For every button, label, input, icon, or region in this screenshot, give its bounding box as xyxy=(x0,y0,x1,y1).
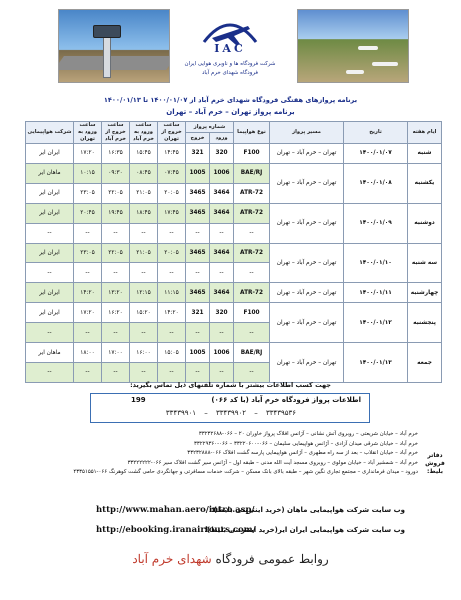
iranair-website-label: وب سایت شرکت هواپیمایی ایران ایر(خرید اینترنتی بلیط): xyxy=(204,526,405,534)
header-dep-kha: ساعت خروج از خرم آباد xyxy=(102,122,130,144)
table-row: ATR-72 3464 3465 ۲۰:۰۵ ۲۱:۰۵ ۲۲:۰۵ ۲۳:۰۵ ایران ایر xyxy=(26,183,442,203)
phone-info-box xyxy=(90,393,370,423)
table-row: -- -- -- -- -- -- -- -- xyxy=(26,362,442,382)
flight-schedule-table xyxy=(25,121,442,383)
mahan-website-row xyxy=(0,502,461,522)
ticket-offices-label: دفاتر فروش بلیط: xyxy=(425,452,445,475)
route-title: برنامه پرواز تهران – خرم آباد – تهران xyxy=(166,108,295,116)
ticket-office-list xyxy=(40,430,418,478)
header-aircraft: نوع هواپیما xyxy=(234,122,270,144)
header-flight-in: ورود xyxy=(210,133,234,144)
table-row: -- -- -- -- -- -- -- -- xyxy=(26,263,442,283)
iranair-website-link[interactable]: http://ebooking.iranairtours.com/ xyxy=(96,525,256,535)
header-day: ایام هفته xyxy=(408,122,442,144)
iac-logo xyxy=(184,8,276,90)
table-row: -- -- -- -- -- -- -- -- xyxy=(26,223,442,243)
table-row: شنبه ۱۴۰۰/۰۱/۰۷ تهران – خرم آباد – تهران F100 320 321 ۱۴:۴۵ ۱۵:۴۵ ۱۶:۳۵ ۱۷:۲۰ ایران ایر xyxy=(26,144,442,164)
table-row: -- -- -- -- -- -- -- -- xyxy=(26,323,442,343)
header-airline: شرکت هواپیمایی xyxy=(26,122,74,144)
iranair-website-row xyxy=(0,522,461,542)
table-row: جمعه ۱۴۰۰/۰۱/۱۳ تهران – خرم آباد – تهران BAE/RJ 1006 1005 ۱۵:۰۵ ۱۶:۰۰ ۱۷:۰۰ ۱۸:۰۰ ماهان ایر xyxy=(26,343,442,363)
logo-subtitle: شرکت فرودگاه ها و ناوبری هوایی ایران فرودگاه شهدای خرم آباد xyxy=(184,61,276,76)
footer-signature xyxy=(0,552,461,566)
page-title xyxy=(0,94,461,118)
table-row: یکشنبه ۱۴۰۰/۰۱/۰۸ تهران – خرم آباد – تهران BAE/RJ 1006 1005 ۰۷:۴۵ ۰۸:۴۵ ۰۹:۳۰ ۱۰:۱۵ ماهان ایر xyxy=(26,163,442,183)
table-row: پنجشنبه ۱۴۰۰/۰۱/۱۲ تهران – خرم آباد – تهران F100 320 321 ۱۴:۲۰ ۱۵:۲۰ ۱۶:۲۰ ۱۷:۲۰ ایران ایر xyxy=(26,303,442,323)
header-route: مسیر پرواز xyxy=(270,122,344,144)
phone-numbers: ۳۳۴۳۹۵۳۶ – ۳۳۴۳۹۹۰۲ – ۳۳۴۳۹۹۰۱ xyxy=(165,409,297,417)
list-item: خرم آباد – خیابان شرقی میدان آزادی – آژانس هواپیمایی سلیمان – ۰۶۶-۳۳۲۲۰۶۰۰ – ۰۶۶-۳۳۲۲۹۳۶۰ xyxy=(194,440,418,447)
header-flight-out: خروج xyxy=(186,133,210,144)
ticket-offices xyxy=(40,430,450,490)
table-row: چهارشنبه ۱۴۰۰/۰۱/۱۱ تهران – خرم آباد – تهران ATR-72 3464 3465 ۱۱:۱۵ ۱۲:۱۵ ۱۳:۲۰ ۱۴:۲۰ ایران ایر xyxy=(26,283,442,303)
logo-text: IAC xyxy=(214,42,246,55)
table-row: دوشنبه ۱۴۰۰/۰۱/۰۹ تهران – خرم آباد – تهران ATR-72 3464 3465 ۱۷:۴۵ ۱۸:۴۵ ۱۹:۴۵ ۲۰:۴۵ ایران ایر xyxy=(26,203,442,223)
contact-note: جهت کسب اطلاعات بیشتر با شماره تلفنهای ذیل تماس بگیرید: xyxy=(130,381,331,389)
runway-photo xyxy=(297,9,409,83)
control-tower-photo xyxy=(58,9,170,83)
header-date: تاریخ xyxy=(344,122,408,144)
header xyxy=(0,0,461,92)
phone-box-title: اطلاعات پرواز فرودگاه خرم آباد (با کد ۰۶۶) xyxy=(211,396,361,404)
list-item: خرم آباد – خیابان شریعتی – روبروی آتش نشانی – آژانس افلاک پرواز خاوران ۲۰ – ۰۶۶-۳۳۲۳۲۶۸۸ xyxy=(198,431,418,437)
list-item: خرم آباد – خیابان انقلاب – بعد از سه راه مطهری – آژانس هواپیمایی پارسه گشت افلاک ۰۶۶-۳۳۲۳۲۸۸۸ xyxy=(187,450,418,456)
mahan-website-label: وب سایت شرکت هواپیمایی ماهان (خرید اینترنتی بلیط): xyxy=(210,506,405,514)
mahan-website-link[interactable]: http://www.mahan.aero/intro.asp/ xyxy=(96,505,255,515)
airline-websites xyxy=(0,502,461,542)
header-dep-thr: ساعت خروج از تهران xyxy=(158,122,186,144)
list-item: دورود – میدان فرمانداری – مجتمع تجاری نگین شهر – طبقه بالای بانک مسکن – شرکت خدمات مسافرتی و جهانگردی حامی گشت کوهرنگ ۰۶۶-۴۳۳۵۱۵۵۱ xyxy=(73,469,418,475)
footer-accent: شهدای خرم آباد xyxy=(132,552,212,566)
header-flight-no: شماره پرواز xyxy=(186,122,234,133)
footer-prefix: روابط عمومی فرودگاه xyxy=(211,552,329,566)
short-phone-number: 199 xyxy=(131,396,146,404)
schedule-title: برنامه پروازهای هفتگی فرودگاه شهدای خرم آباد از ۱۴۰۰/۰۱/۰۷ تا ۱۴۰۰/۰۱/۱۳ xyxy=(103,96,358,104)
header-arr-thr: ساعت ورود به تهران xyxy=(74,122,102,144)
table-row: سه شنبه ۱۴۰۰/۰۱/۱۰ تهران – خرم آباد – تهران ATR-72 3464 3465 ۲۰:۰۵ ۲۱:۰۵ ۲۲:۰۵ ۲۳:۰۵ ایران ایر xyxy=(26,243,442,263)
table-header-row xyxy=(26,122,442,133)
list-item: خرم آباد – شمشیر آباد – خیابان مولوی – روبروی مسجد آیت الله مدنی – طبقه اول – آژانس سیر گشت افلاک سیر ۰۶۶-۳۳۲۲۲۲۲۲ xyxy=(127,459,418,466)
header-arr-kha: ساعت ورود به خرم آباد xyxy=(130,122,158,144)
